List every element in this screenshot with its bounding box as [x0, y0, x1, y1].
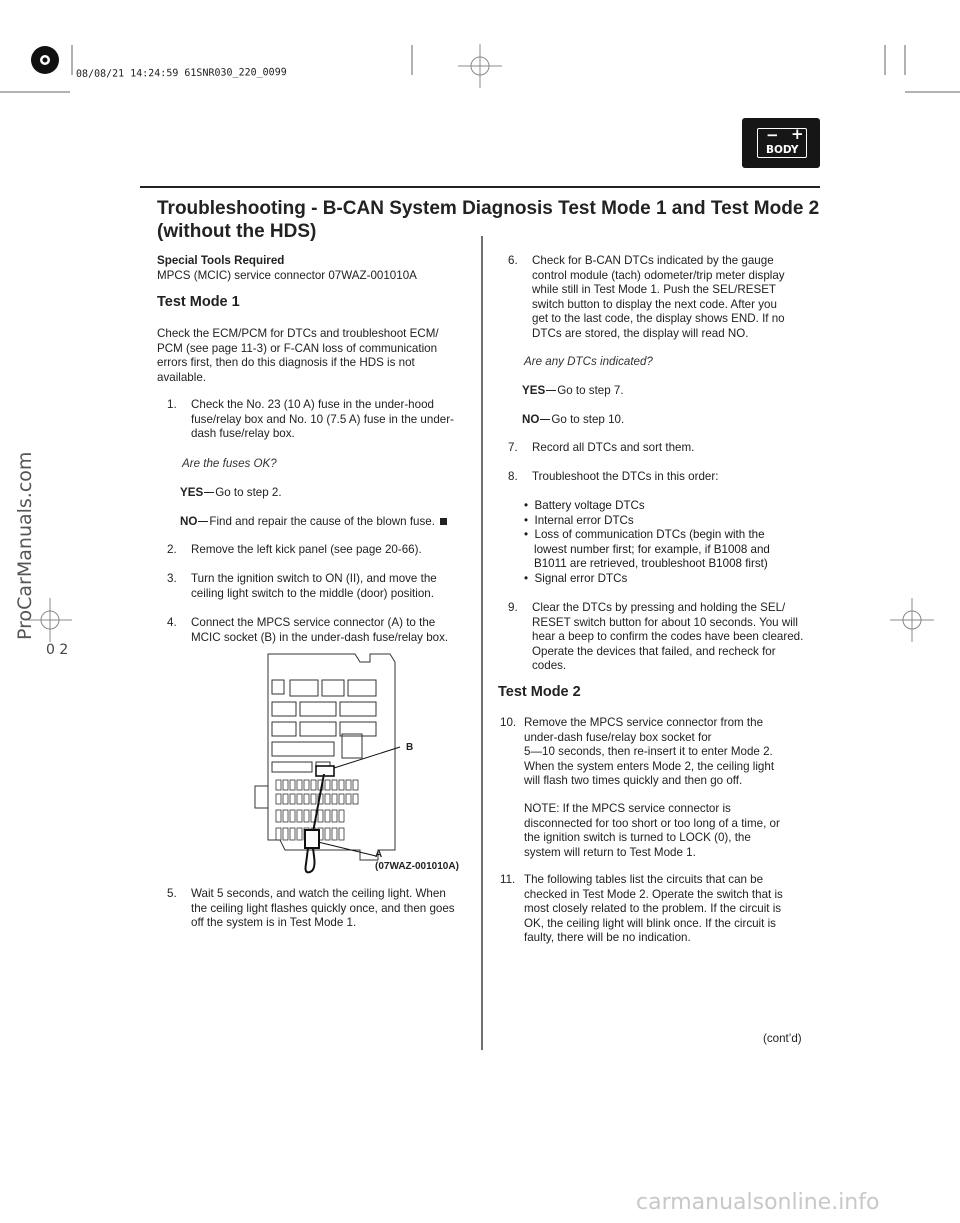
step-number: 4. — [167, 616, 177, 629]
list-item: • Signal error DTCs — [524, 571, 628, 585]
no-text: Find and repair the cause of the blown fuse. — [209, 515, 435, 528]
crosshair-icon — [458, 44, 502, 88]
figure-label-a — [375, 849, 459, 873]
step-line: ceiling light switch to the middle (door) position. — [191, 586, 434, 600]
step-number: 11. — [500, 873, 516, 886]
intro-line: errors first, then do this diagnosis if the HDS is not — [157, 356, 415, 370]
step-number: 7. — [508, 441, 518, 454]
side-watermark: ProCarManuals.com — [14, 451, 36, 640]
step-8 — [508, 470, 852, 485]
step-11 — [500, 873, 844, 946]
step-line: switch button to display the next code. After you — [532, 297, 777, 311]
note-line: NOTE: If the MPCS service connector is — [524, 802, 731, 815]
step-5 — [167, 887, 501, 931]
step-line: Remove the left kick panel (see page 20-66). — [191, 543, 422, 556]
step-line: Remove the MPCS service connector from the — [524, 716, 764, 729]
step-number: 3. — [167, 572, 177, 585]
intro-line: PCM (see page 11-3) or F-CAN loss of communication — [157, 341, 438, 355]
step-line: fuse/relay box and No. 10 (7.5 A) fuse in the under- — [191, 412, 454, 426]
step-2 — [167, 543, 501, 558]
end-square-icon — [440, 518, 447, 525]
step-line: Troubleshoot the DTCs in this order: — [532, 470, 719, 483]
note — [524, 802, 824, 860]
test-mode-1-intro — [157, 327, 477, 385]
step-line: Check for B-CAN DTCs indicated by the gauge — [532, 254, 774, 267]
step-line: Clear the DTCs by pressing and holding the SEL/ — [532, 601, 786, 614]
fuse-relay-box-figure — [250, 650, 470, 880]
yes-text: Go to step 2. — [215, 486, 282, 499]
step-line: hear a beep to confirm the codes have been cleared. — [532, 630, 804, 644]
question-fuses: Are the fuses OK? — [182, 457, 277, 470]
no-label: NO — [522, 413, 540, 426]
step-number: 6. — [508, 254, 518, 267]
page-title-line2: (without the HDS) — [157, 221, 317, 242]
step-line: Operate the devices that failed, and recheck for — [532, 644, 776, 658]
special-tools-heading: Special Tools Required — [157, 254, 285, 267]
continued-label: (cont’d) — [763, 1032, 802, 1045]
step-line: codes. — [532, 659, 567, 673]
step-line: get to the last code, the display shows END. If no — [532, 312, 785, 326]
answer-no-step6 — [522, 413, 624, 426]
no-label: NO — [180, 515, 198, 528]
no-text: Go to step 10. — [551, 413, 625, 426]
step-line: The following tables list the circuits that can be — [524, 873, 764, 886]
note-line: the ignition switch is turned to LOCK (0), the — [524, 831, 751, 845]
step-number: 10. — [500, 716, 517, 729]
mpcs-service-connector — [305, 774, 324, 872]
answer-no-step1 — [180, 515, 447, 528]
badge-plus: + — [791, 125, 804, 143]
step-10 — [500, 716, 844, 789]
list-item: • Loss of communication DTCs (begin with the lowest number first; for example, if B1008 and B1011 are retrieved, troubleshoot B1008 first) — [524, 528, 770, 571]
figure-label-a-letter: A — [375, 849, 383, 860]
page-title-line1: Troubleshooting - B-CAN System Diagnosis Test Mode 1 and Test Mode 2 — [157, 198, 820, 219]
list-item: • Internal error DTCs — [524, 513, 634, 527]
special-tools — [157, 254, 477, 283]
yes-label: YES — [180, 486, 204, 499]
note-line: system will return to Test Mode 1. — [524, 845, 696, 859]
intro-line: Check the ECM/PCM for DTCs and troubleshoot ECM/ — [157, 327, 439, 340]
note-line: disconnected for too short or too long of a time, or — [524, 816, 780, 830]
step-line: DTCs are stored, the display will read NO. — [532, 326, 749, 340]
question-dtcs: Are any DTCs indicated? — [524, 355, 653, 368]
step-line: 5—10 seconds, then re-insert it to enter Mode 2. — [524, 745, 773, 759]
step-number: 5. — [167, 887, 177, 900]
page-title — [157, 197, 837, 243]
badge-minus: − — [766, 126, 779, 144]
step-line: the ceiling light flashes quickly once, and then goes — [191, 901, 455, 915]
step-9 — [508, 601, 852, 674]
side-page-number: 0 2 — [46, 642, 69, 658]
step-line: OK, the ceiling light will blink once. If the circuit is — [524, 916, 776, 930]
footer-watermark: carmanualsonline.info — [636, 1190, 880, 1215]
step-line: Turn the ignition switch to ON (II), and move the — [191, 572, 437, 585]
step-line: dash fuse/relay box. — [191, 427, 295, 441]
crosshair-icon — [890, 598, 934, 642]
yes-text: Go to step 7. — [557, 384, 624, 397]
step-line: MCIC socket (B) in the under-dash fuse/relay box. — [191, 630, 449, 644]
step-6 — [508, 254, 852, 342]
title-rule — [140, 186, 820, 188]
yes-label: YES — [522, 384, 546, 397]
print-timestamp: 08/08/21 14:24:59 61SNR030_220_0099 — [75, 67, 287, 80]
dtc-order-list — [524, 499, 814, 587]
step-7 — [508, 441, 852, 456]
step-line: Check the No. 23 (10 A) fuse in the under-hood — [191, 398, 434, 411]
step-line: When the system enters Mode 2, the ceiling light — [524, 759, 775, 773]
test-mode-1-heading: Test Mode 1 — [157, 294, 240, 310]
step-line: off the system is in Test Mode 1. — [191, 916, 357, 930]
badge-text: BODY — [766, 144, 799, 156]
crop-target-icon — [31, 46, 59, 74]
step-4 — [167, 616, 501, 645]
test-mode-2-heading: Test Mode 2 — [498, 684, 581, 700]
step-1 — [167, 398, 501, 442]
special-tools-item: MPCS (MCIC) service connector 07WAZ-001010A — [157, 268, 417, 282]
step-line: RESET switch button for about 10 seconds. You will — [532, 615, 798, 629]
step-line: while still in Test Mode 1. Push the SEL/RESET — [532, 283, 777, 297]
step-3 — [167, 572, 501, 601]
step-line: Record all DTCs and sort them. — [532, 441, 695, 454]
step-number: 2. — [167, 543, 177, 556]
answer-yes-step1 — [180, 486, 282, 499]
step-number: 9. — [508, 601, 518, 614]
step-line: under-dash fuse/relay box socket for — [524, 730, 712, 744]
mcic-socket — [316, 766, 334, 776]
step-line: most closely related to the problem. If the circuit is — [524, 902, 782, 916]
step-line: checked in Test Mode 2. Operate the switch that is — [524, 887, 783, 901]
step-line: Connect the MPCS service connector (A) to the — [191, 616, 436, 629]
figure-label-b: B — [406, 742, 414, 753]
body-battery-badge — [742, 118, 820, 168]
list-item: • Battery voltage DTCs — [524, 499, 645, 512]
step-line: faulty, there will be no indication. — [524, 931, 691, 945]
answer-yes-step6 — [522, 384, 624, 397]
figure-label-a-part: (07WAZ-001010A) — [375, 861, 459, 872]
intro-line: available. — [157, 370, 206, 384]
step-line: will flash two times quickly and then go off. — [524, 774, 743, 788]
step-number: 1. — [167, 398, 177, 411]
step-line: control module (tach) odometer/trip meter display — [532, 268, 785, 282]
step-number: 8. — [508, 470, 518, 483]
step-line: Wait 5 seconds, and watch the ceiling light. When — [191, 887, 446, 900]
